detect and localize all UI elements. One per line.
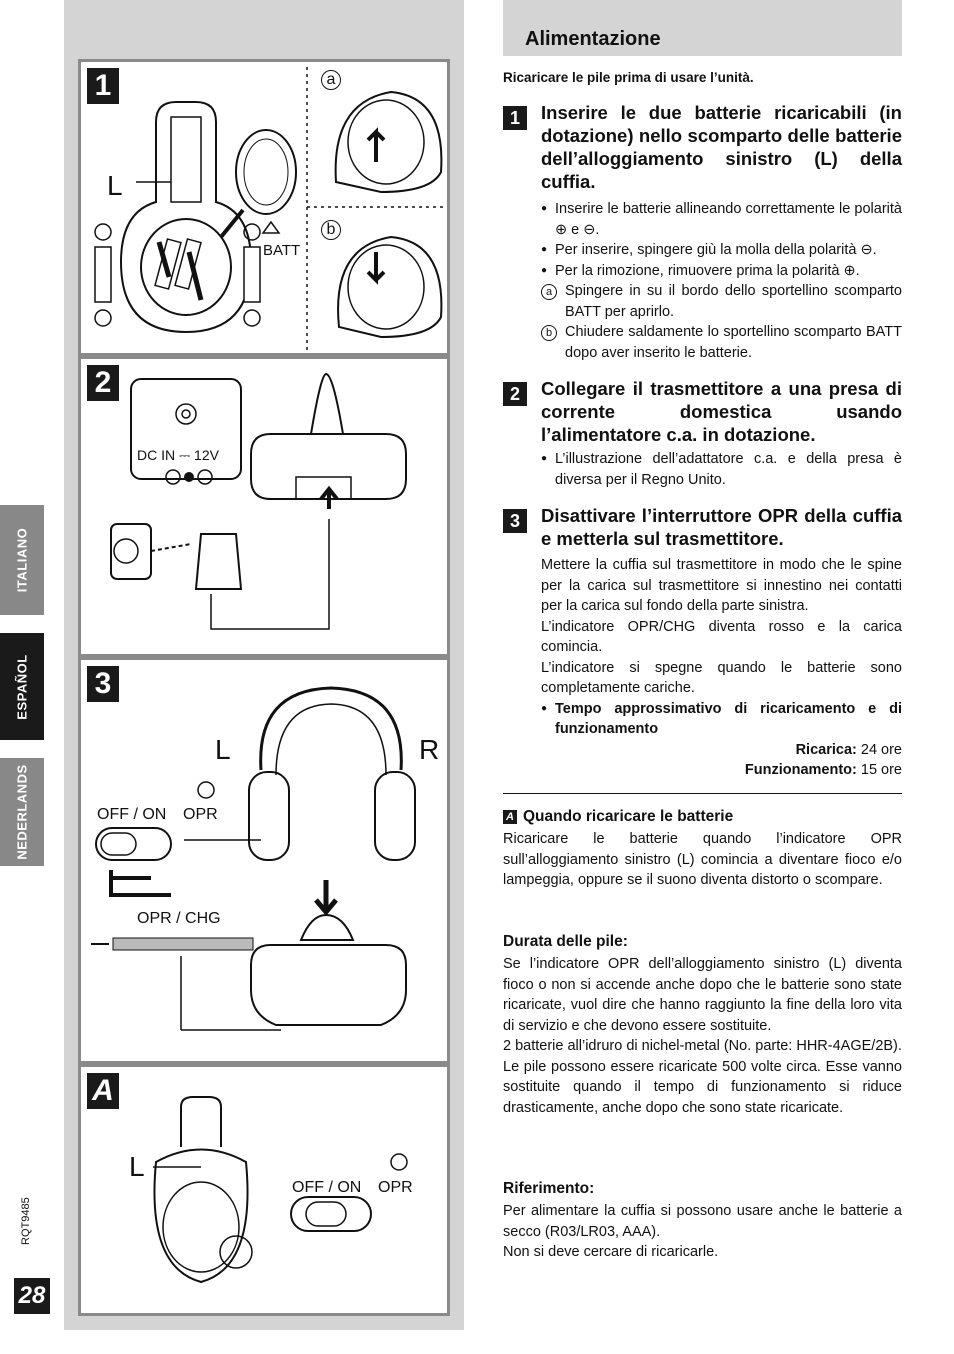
panel-number: 2 [87,365,119,401]
left-housing-label: L [129,1151,145,1182]
figure-panel-1 [78,59,450,356]
right-side-label: R [419,734,440,765]
panel-number: 3 [87,666,119,702]
figure-panel-3 [78,657,450,1064]
section-a-mark: A [503,810,517,824]
mark-a: a [541,284,557,300]
mark-b: b [541,325,557,341]
section-header [503,0,902,56]
paragraph: Mettere la cuffia sul trasmettitore in modo che le spine per la carica sul trasmettitore si innestino nei contatti per la carica sul fondo della parte sinistra. [541,557,902,614]
left-side-label: L [215,734,231,765]
list-item: a Spingere in su il bordo dello sportellino scomparto BATT per aprirlo. [541,281,902,322]
list-item: ● Per inserire, spingere giù la molla della polarità ⊖. [541,240,902,261]
panel-number: A [87,1073,119,1109]
list-item: ● Per la rimozione, rimuovere prima la polarità ⊕. [541,261,902,282]
step-body [541,199,902,363]
list-item: b Chiudere saldamente lo sportellino scomparto BATT dopo aver inserito le batterie. [541,322,902,363]
riferimento-text [503,1201,902,1263]
step-number: 1 [503,106,527,130]
step-number: 2 [503,382,527,406]
tab-nederlands: NEDERLANDS [0,758,44,866]
document-code: RQT9485 [20,1197,32,1245]
dc-in-label: DC IN ⎓ 12V [137,447,219,463]
page-number: 28 [14,1278,50,1314]
intro-note: Ricaricare le pile prima di usare l’unità. [503,70,754,85]
charge-time: Ricarica: 24 ore [795,741,902,758]
paragraph: Per alimentare la cuffia si possono usare anche le batterie a secco (R03/LR03, AAA). [503,1203,902,1240]
step-body [541,555,902,781]
step-title: Inserire le due batterie ricaricabili (in dotazione) nello scomparto delle batterie dell’alloggiamento sinistro (L) della cuffia. [541,102,902,192]
page-title: Alimentazione [525,28,661,50]
tab-espanol: ESPAÑOL [0,633,44,740]
durata-text [503,954,902,1118]
off-on-label: OFF / ON [97,806,167,823]
durata-heading: Durata delle pile: [503,933,628,950]
tab-italiano: ITALIANO [0,505,44,615]
opr-label: OPR [183,806,218,823]
detail-b-label: b [321,220,341,240]
paragraph: Se l’indicatore OPR dell’alloggiamento sinistro (L) diventa fioco o non si accende anche dopo che le batterie sono state ricaricate, vuol dire che hanno raggiunto la fine della loro vita di servizio e che devono essere sostituite. [503,956,902,1034]
transmitter-power-illustration [81,359,447,654]
panel-number: 1 [87,68,119,104]
section-a-text: Ricaricare le batterie quando l’indicatore OPR sull’alloggiamento sinistro (L) comincia a diventare fioco e/o lampeggia, oppure se il suono diventa distorto o scompare. [503,831,902,888]
operate-time: Funzionamento: 15 ore [744,762,902,778]
divider [503,793,902,794]
step-number: 3 [503,509,527,533]
paragraph: Non si deve cercare di ricaricarle. [503,1244,719,1260]
figure-panel-2 [78,356,450,657]
figure-panel-a [78,1064,450,1316]
step-body [541,449,902,490]
riferimento-heading: Riferimento: [503,1180,595,1197]
headphones-on-transmitter-illustration [81,660,447,1061]
paragraph: Le pile possono essere ricaricate 500 volte circa. Esse vanno sostituite quando il tempo di funzionamento si riduce drasticamente, anche dopo che sono state ricaricate. [503,1058,902,1116]
off-on-label: OFF / ON [292,1179,362,1196]
list-item: ● L’illustrazione dell’adattatore c.a. e della presa è diversa per il Regno Unito. [541,449,902,490]
detail-a-label: a [321,70,341,90]
paragraph: L’indicatore si spegne quando le batterie sono completamente cariche. [541,659,902,696]
opr-label: OPR [378,1179,413,1196]
left-housing-label: L [107,170,123,201]
battery-insertion-illustration [81,62,447,353]
list-item: ● Inserire le batterie allineando correttamente le polarità ⊕ e ⊖. [541,199,902,240]
batt-label: BATT [263,242,301,259]
list-item: ● Tempo approssimativo di ricaricamento e di funzionamento [541,699,902,740]
step-title: Collegare il trasmettitore a una presa di corrente domestica usando l’alimentatore c.a. in dotazione. [541,378,902,445]
paragraph: L’indicatore OPR/CHG diventa rosso e la carica comincia. [541,618,902,655]
opr-chg-label: OPR / CHG [137,910,221,927]
paragraph: 2 batterie all’idruro di nichel-metal (No. parte: HHR-4AGE/2B). [503,1038,902,1054]
section-a-heading: A Quando ricaricare le batterie [503,808,733,826]
step-title: Disattivare l’interruttore OPR della cuffia e metterla sul trasmettitore. [541,505,902,549]
